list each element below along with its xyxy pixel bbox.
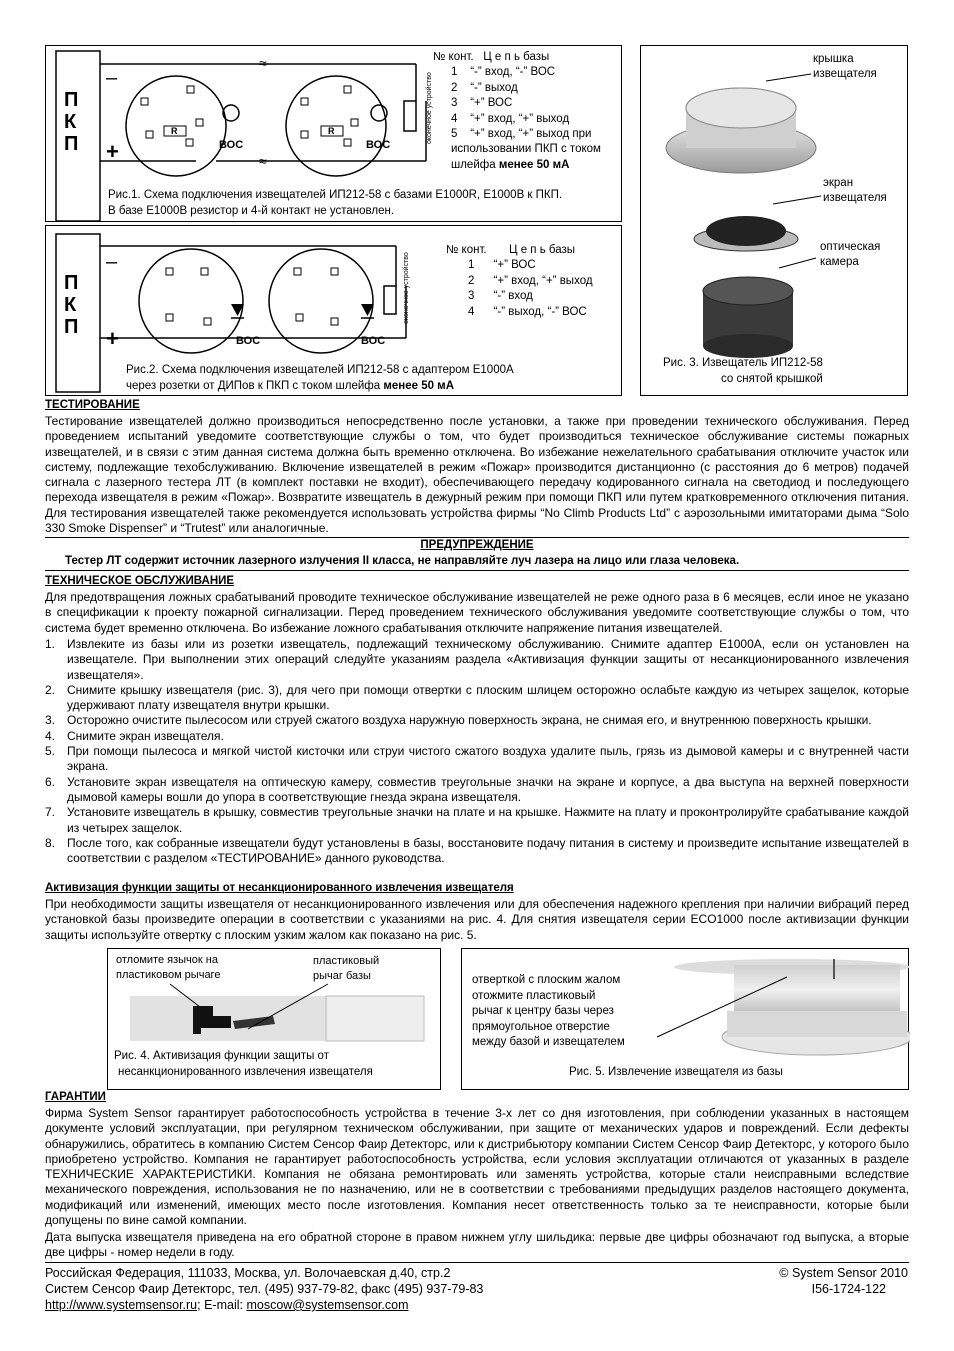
plus-sign-1: + (106, 139, 119, 164)
testing-heading: ТЕСТИРОВАНИЕ (45, 399, 140, 411)
svg-text:оконечное устройство: оконечное устройство (403, 252, 410, 324)
figure-5 (461, 948, 909, 1090)
svg-text:К: К (64, 294, 77, 316)
warranty-text: Фирма System Sensor гарантирует работоспособность устройства в течение 3-х лет со дня изготовления, при соблюдении указанных в настоящем документе условий эксплуатации, при регулярном техническом обслуживании, при защите от механических ударов и повреждений. Если дефекты обнаружились, обратитесь в компанию Систем Сенсор Фаир Детекторс, или к дистрибьютору компании Систем Сенсор Фаир Детекторс, у которого было приобретено устройство. Компания не гарантирует работоспособность устройства, если условия эксплуатации отличаются от указанных в разделе ТЕХНИЧЕСКИЕ ХАРАКТЕРИСТИКИ. Компания не обязана ремонтировать или заменять устройства, которые стали неисправными вследствие механического повреждения, использования не по назначению, или не в соответствии с требованиями предыдущих разделов настоящего документа, модификаций или изменений, имеющих место после изготовления. Компания несет ответственность только за те неисправности, которые были допущены по вине самой компании. (45, 1106, 909, 1228)
svg-text:R: R (328, 126, 335, 136)
footer-company: Систем Сенсор Фаир Детекторс, тел. (495) 937-79-82, факс (495) 937-79-83 (45, 1282, 484, 1296)
svg-text:П: П (64, 272, 79, 294)
footer-address: Российская Федерация, 111033, Москва, ул. Волочаевская д.40, стр.2 (45, 1266, 451, 1280)
svg-text:R: R (171, 126, 178, 136)
warning-text: Тестер ЛТ содержит источник лазерного излучения II класса, не направляйте луч лазера на лицо или глаза человека. (65, 555, 740, 567)
activation-heading: Активизация функции защиты от несанкционированного извлечения извещателя (45, 882, 514, 894)
footer-doc-code: I56-1724-122 (811, 1282, 886, 1296)
label-cover: крышка извещателя (813, 53, 877, 80)
svg-text:≈: ≈ (259, 153, 267, 169)
figure-4: отломите язычок на пластиковом рычаге пластиковый рычаг базы Рис. 4. Активизация функции защиты от несанкционированного извлечения извещателя (107, 948, 441, 1090)
warranty-heading: ГАРАНТИИ (45, 1091, 106, 1103)
list-item: 5. При помощи пылесоса и мягкой чистой кисточки или струи чистого сжатого воздуха удалите пыль, грязь из дымовой камеры и с внутренней части экрана. (45, 744, 909, 774)
label-screen: экран извещателя (823, 177, 887, 204)
maintenance-intro: Для предотвращения ложных срабатываний проводите техническое обслуживание извещателей не реже одного раза в 6 месяцев, если иное не указано в спецификации к проекту пожарной сигнализации. Перед проведением технического обслуживания уведомите соответствующие службы о том, что система будет временно отключена. Во избежание ложного срабатывания отключите напряжение питания извещателей. (45, 590, 909, 635)
minus-sign-1: – (106, 67, 118, 89)
fig2-contact-table: № конт. Ц е п ь базы 1 “+” ВОС 2 “+” вход, “+” выход 3 “-” вход 4 “-” выход, “-” ВОС (446, 244, 593, 318)
list-item: 4. Снимите экран извещателя. (45, 728, 224, 743)
list-item: 6. Установите экран извещателя на оптическую камеру, совместив треугольные значки на экране и корпусе, а два выступа на верхней поверхности дымовой камеры вошли до упора в соответствующие гнезда экрана извещателя. (45, 774, 909, 804)
svg-text:ВОС: ВОС (366, 139, 391, 151)
fig4-caption: Рис. 4. Активизация функции защиты от несанкционированного извлечения извещателя (114, 1050, 373, 1078)
svg-text:+: + (106, 326, 119, 351)
list-item: 2. Снимите крышку извещателя (рис. 3), для чего при помощи отвертки с плоским шлицем осторожно ослабьте каждую из четырех защелок, которые удерживают плату извещателя внутри крышки. (45, 682, 909, 713)
svg-text:ВОС: ВОС (219, 139, 244, 151)
maintenance-heading: ТЕХНИЧЕСКОЕ ОБСЛУЖИВАНИЕ (45, 575, 235, 587)
svg-text:–: – (106, 251, 118, 273)
figure-3 (640, 45, 908, 396)
list-item: 3. Осторожно очистите пылесосом или струей сжатого воздуха наружную поверхность экрана, не снимая его, и внутреннюю поверхность крышки. (45, 713, 872, 728)
warranty-date-text: Дата выпуска извещателя приведена на его обратной стороне в правом нижнем углу шильдика: первые две цифры обозначают год выпуска, а вторые две цифры - номер недели в году. (45, 1230, 909, 1260)
warning-heading: ПРЕДУПРЕЖДЕНИЕ (420, 539, 534, 551)
list-item: 1. Извлеките из базы или из розетки извещатель, подлежащий техническому обслуживанию. Снимите адаптер E1000A, если он установлен на извещателе. При выполнении этих операций следуйте указаниям раздела «Активизация функции защиты от несанкционированного извлечения извещателя». (45, 637, 909, 682)
email-link[interactable]: moscow@systemsensor.com (246, 1298, 409, 1312)
svg-text:К: К (64, 111, 77, 133)
list-item: 8. После того, как собранные извещатели будут установлены в базы, восстановите подачу питания в систему и произведите испытание извещателей в соответствии с разделом «ТЕСТИРОВАНИЕ» данного руководства. (45, 835, 909, 866)
testing-text: Тестирование извещателей должно производиться непосредственно после установки, а также при проведении технического обслуживания. Перед проведением испытаний уведомите соответствующие службы о том, что будет производиться техническое обслуживание системы пожарных извещателей, и в связи с этим данная система должна быть временно отключена. Во избежание нежелательного срабатывания отключите участок или систему, подлежащие техобслуживанию. Включение извещателей в режим «Пожар» производится дистанционно (с расстояния до 6 метров) подачей сигнала с лазерного тестера ЛТ (в комплект поставки не входит), обеспечивающего передачу кодированного сигнала на светодиод и последующего перехода извещателя в режим «Пожар». Возвратите извещатель в дежурный режим при помощи ПКП или путем кратковременного отключения питания. Для тестирования извещателей также рекомендуется использовать устройства фирмы “No Climb Products Ltd” с аэрозольными имитаторами дыма “Solo 330 Smoke Dispenser” и “Trutest” или аналогичные. (45, 414, 909, 536)
website-link[interactable]: http://www.systemsensor.ru; (45, 1298, 201, 1312)
svg-text:≈: ≈ (259, 55, 267, 71)
fig5-label: отверткой с плоским жалом отожмите пластиковый рычаг к центру базы через прямоугольное отверстие между базой и извещателем (472, 974, 625, 1048)
svg-text:П: П (64, 316, 79, 338)
footer-copyright: © System Sensor 2010 (779, 1266, 908, 1280)
svg-text:ВОС: ВОС (361, 335, 386, 347)
svg-text:оконечное устройство: оконечное устройство (426, 72, 433, 144)
label-camera: оптическая камера (820, 241, 881, 268)
footer-contacts: http://www.systemsensor.ru; E-mail: moscow@systemsensor.com (45, 1298, 409, 1312)
list-item: 7. Установите извещатель в крышку, совместив треугольные значки на плате и на крышке. Нажмите на плату и проконтролируйте срабатывание каждой из четырех защелок. (45, 805, 909, 835)
figure-1 (45, 45, 622, 222)
svg-text:П: П (64, 89, 79, 111)
maintenance-steps (45, 637, 909, 866)
fig5-caption: Рис. 5. Извлечение извещателя из базы (569, 1066, 783, 1078)
detector-exploded-photo (641, 46, 909, 397)
fig2-caption: Рис.2. Схема подключения извещателей ИП212-58 с адаптером E1000A через розетки от ДИПов к ПКП с током шлейфа менее 50 мА (126, 364, 514, 392)
fig1-contact-table: № конт. Ц е п ь базы 1 “-” вход, “-” ВОС 2 “-” выход 3 “+” ВОС 4 “+” вход, “+” выход 5 “+” вход, “+” выход при использовании ПКП с током шлейфа менее 50 мА (433, 51, 601, 171)
fig3-caption: Рис. 3. Извещатель ИП212-58 со снятой крышкой (663, 357, 823, 385)
svg-text:П: П (64, 133, 79, 155)
svg-text:ВОС: ВОС (236, 335, 261, 347)
fig1-caption: Рис.1. Схема подключения извещателей ИП212-58 с базами E1000R, E1000B к ПКП. В базе Е1000В резистор и 4-й контакт не установлен. (108, 189, 563, 217)
activation-text: При необходимости защиты извещателя от несанкционированного извлечения или для обеспечения надежного крепления при наличии вибраций перед установкой базы произведите операции в соответствии с указаниями на рис. 4. Для снятия извещателя серии ECO1000 после активизации функции защиты используйте отвертку с плоским узким жалом как показано на рис. 5. (45, 897, 909, 942)
figure-2 (45, 225, 622, 396)
